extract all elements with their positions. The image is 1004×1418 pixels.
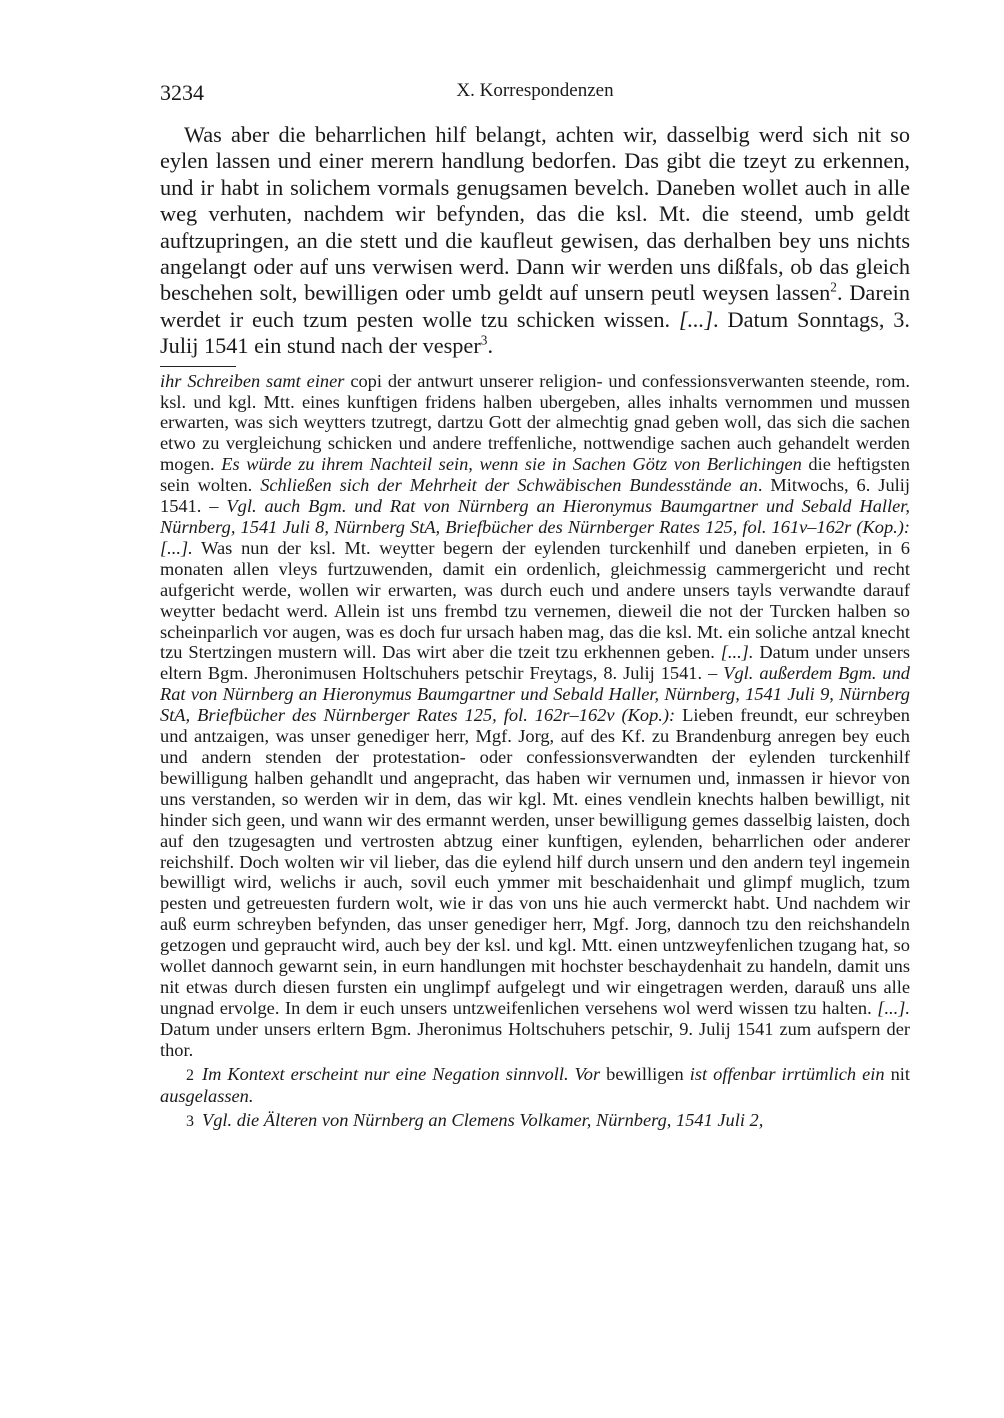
note-text: copi der antwurt unserer religion- und confessionsverwanten steende, rom. ksl. und kgl. Mtt. eines kunftigen fridens halben ubergeben, alles inhalts vernommen und mussen erwarten, was sich weytters tzutregt, dartzu Gott der almechtig gnad geben woll, das sich die sachen etwo zu vergleichung schicken und andere treffenliche, nottwendige sachen auch gehandelt werden mogen. [160, 370, 910, 475]
note-italic: ausgelassen. [160, 1086, 254, 1107]
note-text: Datum under unsers eltern Bgm. Jheronimusen Holtschuhers petschir Freytags, 8. Julij 1541. – [160, 642, 910, 684]
note-italic: Vgl. auch Bgm. und Rat von Nürnberg an Hieronymus Baumgartner und Sebald Haller, Nürnberg, 1541 Juli 8, Nürnberg StA, Briefbücher des Nürnberger Rates 125, fol. 161v–162r (Kop.): [...]. [160, 496, 910, 558]
running-title: X. Korrespondenzen [456, 80, 614, 101]
note-text: nit [884, 1063, 911, 1084]
page-header [160, 80, 910, 110]
footnote-3-number: 3 [186, 1113, 194, 1131]
note-italic: [...]. [877, 997, 910, 1018]
main-ellipsis: [...] [678, 306, 714, 332]
note-text: bewilligen [600, 1063, 690, 1084]
note-italic: ist offenbar irrtümlich ein [689, 1063, 885, 1084]
main-text-3: . Datum Sonntags, 3. Julij 1541 ein stund nach der vesper [160, 306, 911, 359]
note-text: Lieben freundt, eur schreyben und antzaigen, was unser genediger herr, Mgf. Jorg, auf des Kf. zu Brandenburg anregen bey euch und andern stenden der protestation- oder confessionsverwandten der eylenden turckenhilf bewilligung halben gehandlt und angepracht, das haben wir vernumen und, inmassen ir hievor von uns verstanden, so werden wir in dem, das wir kgl. Mt. eines vendlein knechts halben bewilligt, nit hinder sich geen, und wann wir des ermannt werden, unser bewilligung gemes dasselbig laisten, doch auf den tzugesagten und vertrosten abtzug einer kunftigen, eylenden, beharrlichen oder anderer reichshilf. Doch wolten wir vil lieber, das die eylend hilf durch unsern und den andern teyl ingemein bewilligt wird, welichs ir auch, sovil euch ymmer mit beschaidenhait und glimpf muglich, tzum pesten und getreuesten furdern wolt, wie ir das von uns hie auch vermerckt habt. Und nachdem wir auß eurm schreyben befynden, das unser genediger herr, Mgf. Jorg, dannoch tzu den reichshandeln getzogen und gepraucht wird, auch bey der ksl. und kgl. Mtt. einen untzweyfenlichen tzugang hat, so wollet dannoch gewarnt sein, in eurn handlungen mit hochster beschaydenhait zu handeln, damit uns nit etwas durch diesen fursten ein unglimpf aufgelegt und wir eingetragen werden, darauß uns alle ungnad ervolge. In dem ir euch unsers untzweifenlichen versehens wol werd wissen tzu halten. [160, 705, 910, 1018]
note-text: Was nun der ksl. Mt. weytter begern der eylenden turckenhilf und daneben erpieten, in 6 monaten allen vleys furtzuwenden, damit ein ordenlich, gleichmessig cammergericht und recht aufgericht werde, wollen wir erwarten, was durch euch und andere unsers tayls verwandte darauf weytter bedacht werd. Allein ist uns frembd tzu vernemen, dieweil die not der Turcken halben so scheinparlich vor augen, was es doch fur ursach haben mag, das die ksl. Mt. ein soliche antzal knecht tzu Stertzingen mustern will. Das wirt aber die tzeit tzu erkhennen geben. [160, 537, 910, 663]
main-text-2: . Darein werdet ir euch tzum pesten wolle tzu schicken wissen. [160, 280, 910, 332]
note-text: . Mitwochs, 6. Julij 1541. – [160, 475, 910, 517]
note-text: die heftigsten sein wolten. [160, 454, 910, 496]
page [160, 80, 910, 1133]
footnote-2 [160, 1064, 910, 1108]
footnote-3 [160, 1110, 910, 1133]
footnotes [160, 371, 910, 1134]
note-italic: [...]. [720, 642, 754, 663]
main-text-4: . [487, 333, 494, 359]
footnote-ref-2[interactable]: 2 [830, 280, 837, 296]
footnote-rule [160, 366, 236, 367]
footnote-ref-3[interactable]: 3 [480, 332, 488, 348]
note-italic: Es würde zu ihrem Nachteil sein, wenn sie in Sachen Götz von Berlichingen [221, 454, 802, 475]
note-italic: ihr Schreiben samt einer [160, 370, 345, 391]
note-italic: Schließen sich der Mehrheit der Schwäbischen Bundesstände an [260, 475, 758, 496]
page-number: 3234 [160, 80, 204, 105]
note-italic: Vgl. außerdem Bgm. und Rat von Nürnberg an Hieronymus Baumgartner und Sebald Haller, Nürnberg, 1541 Juli 9, Nürnberg StA, Briefbücher des Nürnberger Rates 125, fol. 162r–162v (Kop.): [160, 663, 910, 726]
footnote-2-number: 2 [186, 1066, 194, 1084]
main-text-1: Was aber die beharrlichen hilf belangt, achten wir, dasselbig werd sich nit so eylen lassen und einer merern handlung bedorfen. Das gibt die tzeyt zu erkennen, und ir habt in solichem vormals genugsamen bevelch. Daneben wollet auch in alle weg verhuten, nachdem wir befynden, das die ksl. Mt. die steend, umb geldt auftzupringen, an die stett und die kaufleut gewisen, das derhalben bey uns nichts angelangt oder auf uns verwisen werd. Dann wir werden uns dißfals, ob das gleich beschehen solt, bewilligen oder umb geldt auf unsern peutl weysen lassen [160, 122, 910, 306]
note-italic: Im Kontext erscheint nur eine Negation sinnvoll. Vor [202, 1063, 601, 1084]
note-italic: Vgl. die Älteren von Nürnberg an Clemens Volkamer, Nürnberg, 1541 Juli 2, [202, 1110, 764, 1131]
footnote-continuation [160, 371, 910, 1061]
note-text: Datum under unsers erltern Bgm. Jheronimus Holtschuhers petschir, 9. Julij 1541 zum aufspern der thor. [160, 1018, 910, 1060]
main-paragraph [160, 122, 910, 360]
